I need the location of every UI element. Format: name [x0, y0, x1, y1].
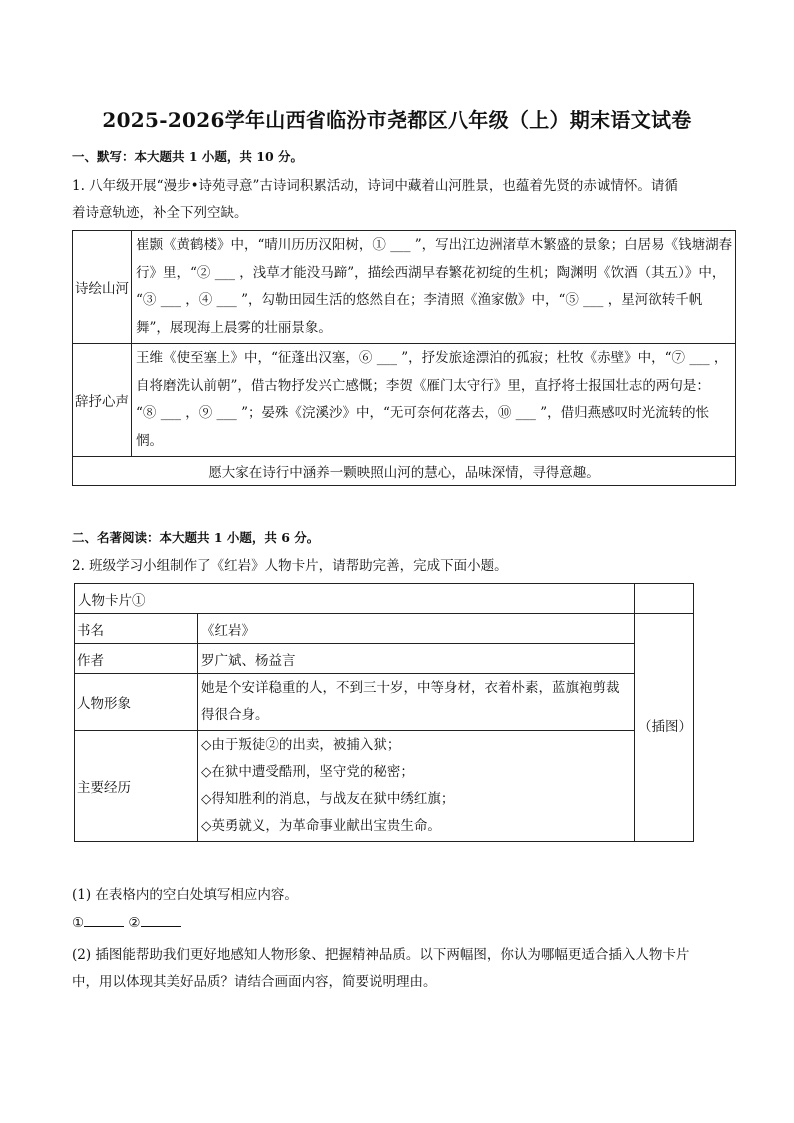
- table-footer: 愿大家在诗行中涵养一颗映照山河的慧心，品味深情，寻得意趣。: [73, 457, 736, 486]
- question2-text: 2. 班级学习小组制作了《红岩》人物卡片，请帮助完善，完成下面小题。: [72, 558, 508, 574]
- question1-line1: 1. 八年级开展“漫步•诗苑寻意”古诗词积累活动，诗词中藏着山河胜景，也蕴着先贤的赤诚情怀。请循: [72, 178, 678, 194]
- list-item: ◇得知胜利的消息，与战友在狱中绣红旗；: [201, 791, 455, 807]
- row-label: 书名: [75, 614, 198, 644]
- content-line: 行》里，“② ___ ，浅草才能没马蹄”，描绘西湖早春繁花初绽的生机；陶渊明《饮酒（其五）》中，: [136, 264, 726, 281]
- content-line: “③ ___ ，④ ___ ”，勾勒田园生活的悠然自在；李清照《渔家傲》中，“⑤ ___ ，星河欲转千帆: [136, 292, 703, 308]
- list-item: ◇英勇就义，为革命事业献出宝贵生命。: [201, 818, 441, 834]
- row-content: [132, 231, 736, 344]
- list-item: ◇由于叛徒②的出卖，被捕入狱；: [201, 737, 401, 753]
- row-label: 辞抒心声: [73, 344, 132, 457]
- sub-question-2-line1: (2) 插图能帮助我们更好地感知人物形象、把握精神品质。以下两幅图，你认为哪幅更适合插入人物卡片: [72, 947, 690, 963]
- blank-1-label: ①: [72, 915, 85, 931]
- exam-title: 2025-2026学年山西省临汾市尧都区八年级（上）期末语文试卷: [102, 108, 692, 132]
- answer-blanks: [72, 914, 181, 931]
- row-label: 诗绘山河: [73, 231, 132, 344]
- row-label: 人物形象: [75, 674, 198, 731]
- content-line: 崔颢《黄鹤楼》中，“晴川历历汉阳树，① ___ ”，写出江边洲渚草木繁盛的景象；白居易《钱塘湖春: [136, 237, 733, 253]
- table-row: [75, 584, 694, 614]
- blank-2-label: ②: [128, 915, 141, 931]
- blank-2[interactable]: [141, 914, 181, 927]
- question1-text: [72, 173, 722, 227]
- row-label: 主要经历: [75, 731, 198, 842]
- section1-heading: 一、默写：本大题共 1 小题，共 10 分。: [72, 149, 304, 164]
- table-row: [73, 344, 736, 457]
- content-line: 舞”，展现海上晨雾的壮丽景象。: [136, 319, 332, 336]
- card-title-empty-cell: [635, 584, 694, 614]
- sub-question-2: [72, 942, 722, 996]
- experience-list: [198, 731, 635, 842]
- row-label: 作者: [75, 644, 198, 674]
- table-row: [75, 731, 694, 842]
- section2-heading: 二、名著阅读：本大题共 1 小题，共 6 分。: [72, 530, 320, 545]
- table-row: [75, 644, 694, 674]
- row-value: 罗广斌、杨益言: [198, 644, 635, 674]
- blank-1[interactable]: [84, 914, 124, 927]
- content-line: 王维《使至塞上》中，“征蓬出汉塞，⑥ ___ ”，抒发旅途漂泊的孤寂；杜牧《赤壁》中，“⑦ ___ ，: [136, 350, 728, 366]
- table-row: [73, 231, 736, 344]
- illustration-cell: （插图）: [635, 614, 694, 842]
- content-line: 自将磨洗认前朝”，借古物抒发兴亡感慨；李贺《雁门太守行》里，直抒将士报国壮志的两句是：: [136, 377, 710, 394]
- question1-line2: 着诗意轨迹，补全下列空缺。: [72, 205, 248, 221]
- sub-question-1: (1) 在表格内的空白处填写相应内容。: [72, 887, 298, 903]
- row-value: 《红岩》: [198, 614, 635, 644]
- sub-question-2-line2: 中，用以体现其美好品质？请结合画面内容，简要说明理由。: [72, 974, 437, 990]
- list-item: ◇在狱中遭受酷刑，坚守党的秘密；: [201, 764, 414, 780]
- content-line: “⑧ ___ ，⑨ ___ ”；晏殊《浣溪沙》中，“无可奈何花落去，⑩ ___ ”，借归燕感叹时光流转的怅: [136, 405, 710, 421]
- table-row: [75, 614, 694, 644]
- row-value: 她是个安详稳重的人，不到三十岁，中等身材，衣着朴素，蓝旗袍剪裁得很合身。: [198, 674, 635, 731]
- table-row: [73, 457, 736, 486]
- row-content: [132, 344, 736, 457]
- poetry-table: [72, 230, 736, 486]
- character-card-table: [74, 583, 694, 842]
- content-line: 惘。: [136, 432, 163, 449]
- card-title: 人物卡片①: [75, 584, 635, 614]
- table-row: [75, 674, 694, 731]
